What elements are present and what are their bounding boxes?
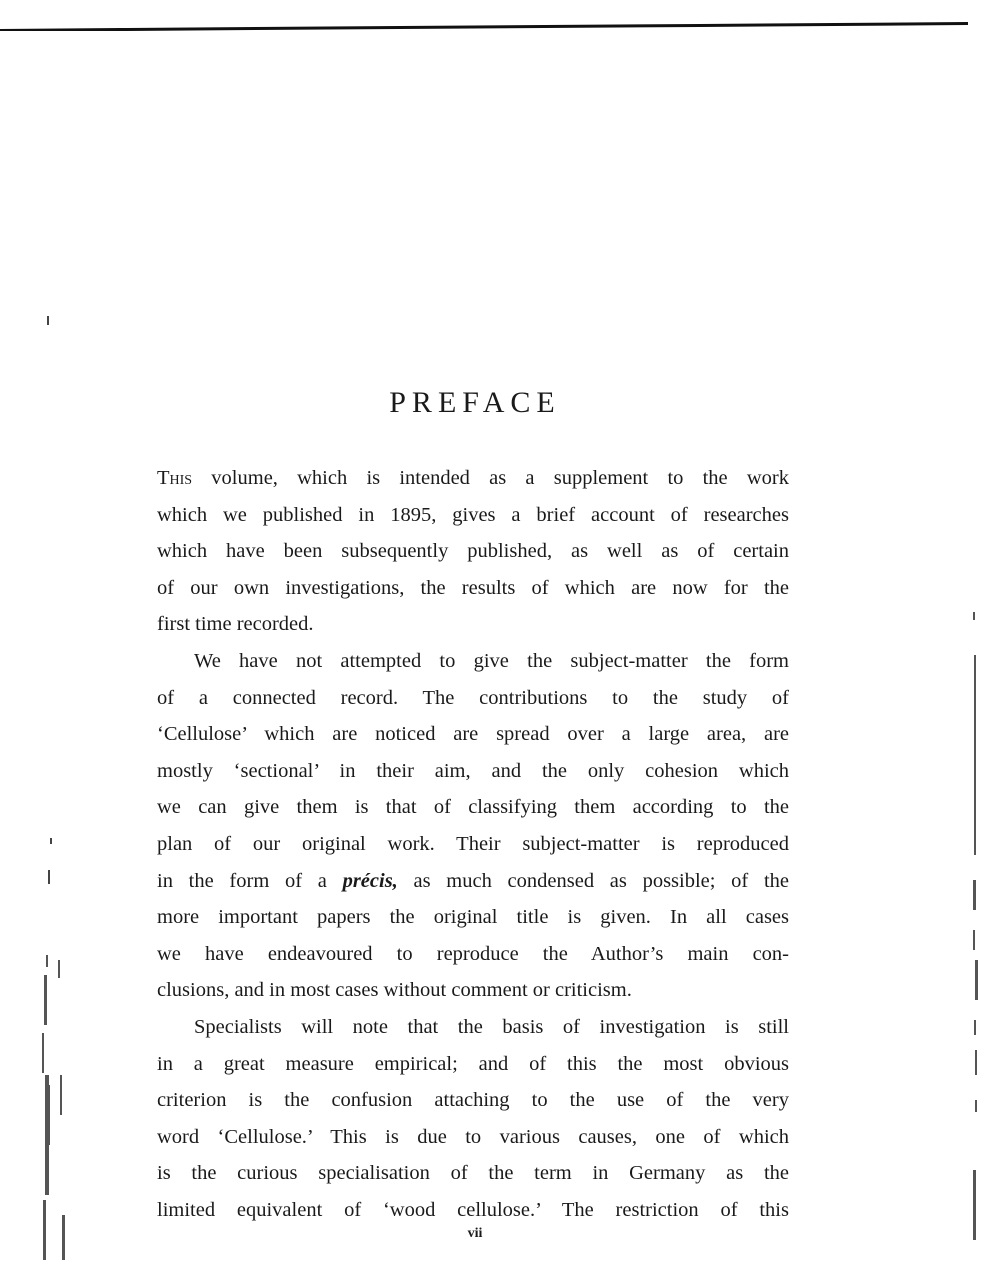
paragraph <box>157 460 789 643</box>
text-line: of our own investigations, the results of which are now for the <box>157 576 789 599</box>
paragraph <box>157 643 789 1009</box>
text-line: ‘Cellulose’ which are noticed are spread over a large area, are <box>157 723 789 746</box>
text-line: criterion is the confusion attaching to the use of the very <box>157 1089 789 1112</box>
text-line: clusions, and in most cases without comment or criticism. <box>157 979 632 1002</box>
text-line: we have endeavoured to reproduce the Author’s main con- <box>157 942 789 965</box>
scan-edge-noise-right <box>965 610 985 1250</box>
text-line: We have not attempted to give the subject-matter the form <box>194 649 789 672</box>
page-title: PREFACE <box>389 386 561 419</box>
text-line: in the form of a précis, as much condensed as possible; of the <box>157 869 790 892</box>
scan-edge-noise-left <box>38 945 72 1263</box>
text-line: which we published in 1895, gives a brief account of researches <box>157 503 789 526</box>
text-line: of a connected record. The contributions to the study of <box>157 686 789 709</box>
text-line: we can give them is that of classifying them according to the <box>157 796 789 819</box>
top-rule <box>0 22 968 32</box>
text-line: Specialists will note that the basis of investigation is still <box>194 1015 789 1038</box>
text-line: in a great measure empirical; and of this the most obvious <box>157 1052 789 1075</box>
text-line: This volume, which is intended as a supplement to the work <box>157 467 789 489</box>
scan-speck <box>47 316 49 325</box>
text-line: plan of our original work. Their subject-matter is reproduced <box>157 832 789 855</box>
page-number: vii <box>467 1226 483 1241</box>
text-line: which have been subsequently published, as well as of certain <box>157 540 789 563</box>
text-line: limited equivalent of ‘wood cellulose.’ The restriction of this <box>157 1198 789 1221</box>
text-line: first time recorded. <box>157 613 314 636</box>
preface-body <box>157 460 789 1228</box>
text-line: mostly ‘sectional’ in their aim, and the only cohesion which <box>157 759 789 782</box>
scan-speck <box>48 870 50 884</box>
text-line: word ‘Cellulose.’ This is due to various causes, one of which <box>157 1125 789 1148</box>
italic-word: précis, <box>342 869 398 892</box>
text-line: is the curious specialisation of the term in Germany as the <box>157 1162 789 1185</box>
text-line: more important papers the original title is given. In all cases <box>157 906 789 929</box>
drop-word: This <box>157 467 193 489</box>
scan-speck <box>50 838 52 844</box>
paragraph <box>157 1009 789 1229</box>
